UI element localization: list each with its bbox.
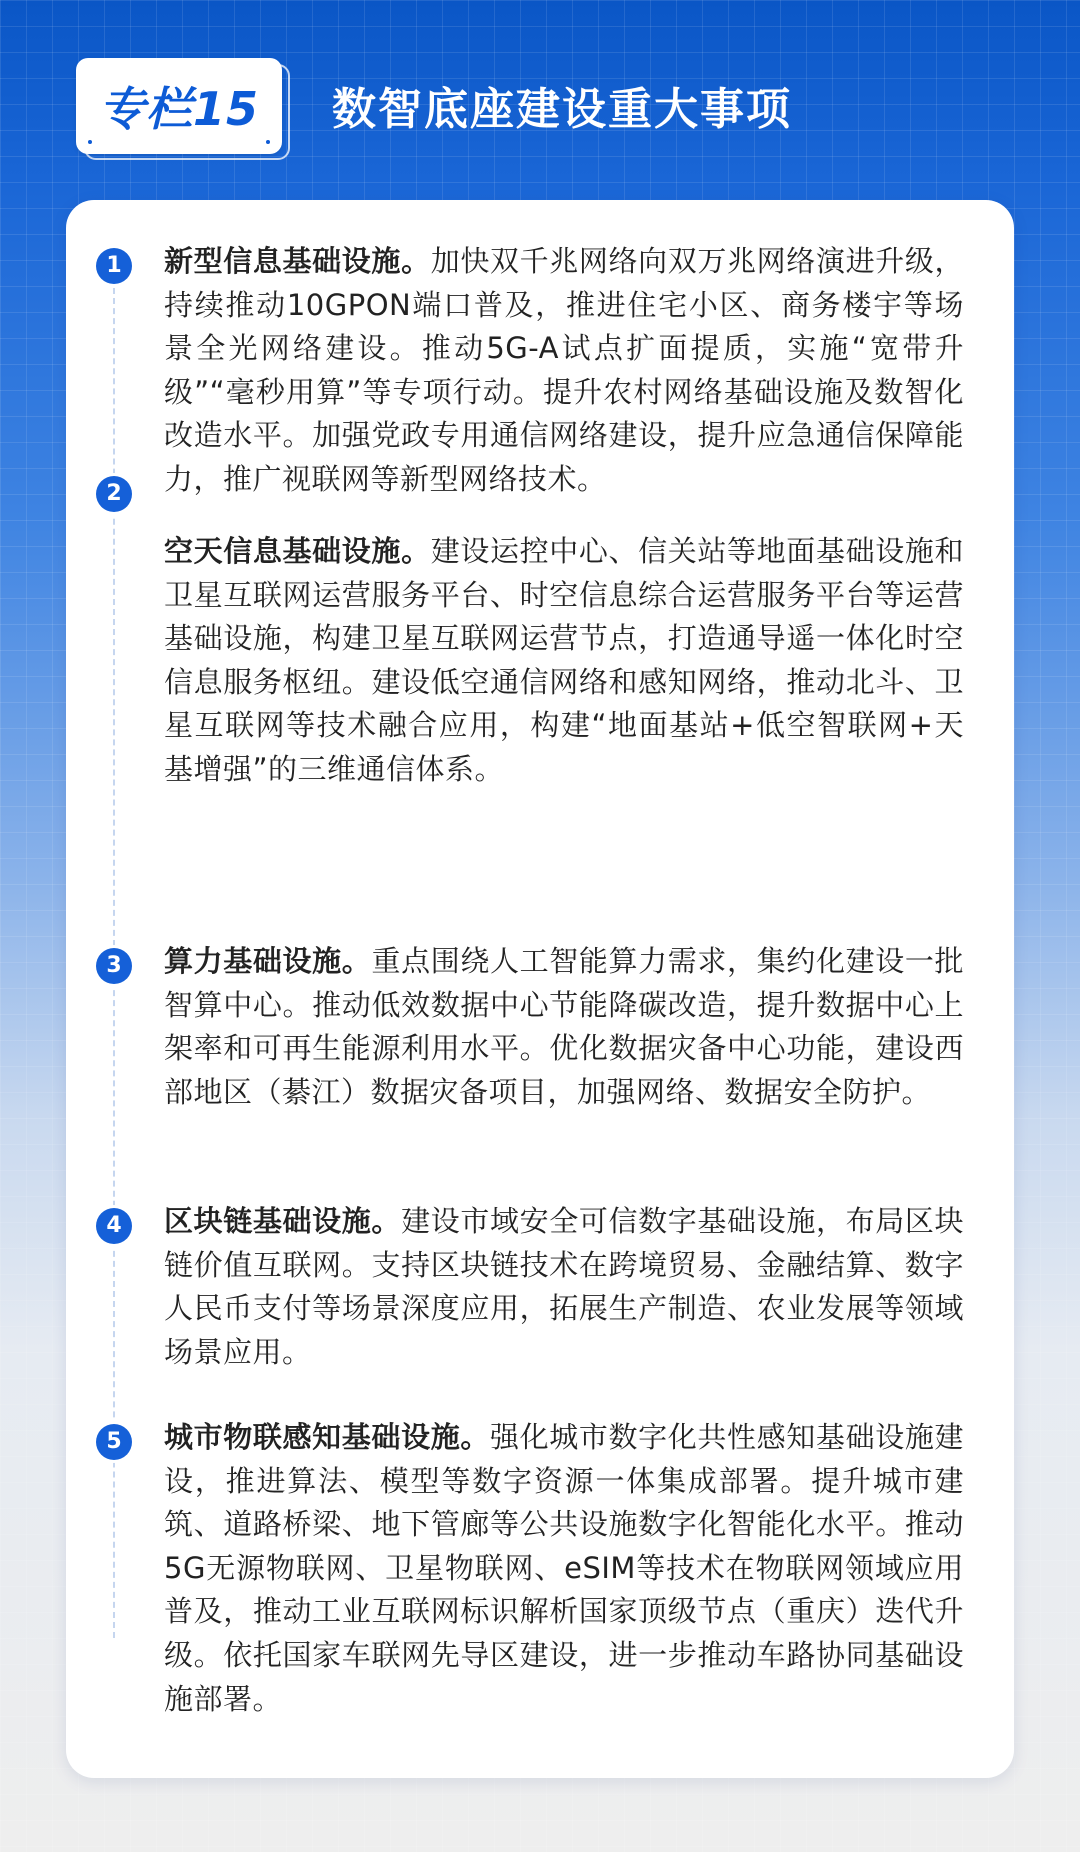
badge-dot-left bbox=[88, 140, 92, 144]
item-paragraph bbox=[164, 940, 964, 1114]
item-body: 强化城市数字化共性感知基础设施建设，推进算法、模型等数字资源一体集成部署。提升城市建筑、道路桥梁、地下管廊等公共设施数字化智能化水平。推动5G无源物联网、卫星物联网、eSIM等技术在物联网领域应用普及，推动工业互联网标识解析国家顶级节点（重庆）迭代升级。依托国家车联网先导区建设，进一步推动车路协同基础设施部署。 bbox=[164, 1420, 964, 1716]
item-body: 重点围绕人工智能算力需求，集约化建设一批智算中心。推动低效数据中心节能降碳改造，提升数据中心上架率和可再生能源利用水平。优化数据灾备中心功能，建设西部地区（綦江）数据灾备项目，加强网络、数据安全防护。 bbox=[164, 944, 964, 1109]
item-paragraph bbox=[164, 240, 964, 502]
header bbox=[0, 0, 1080, 200]
item-paragraph bbox=[164, 1416, 964, 1721]
item-body: 加快双千兆网络向双万兆网络演进升级，持续推动10GPON端口普及，推进住宅小区、商务楼宇等场景全光网络建设。推动5G-A试点扩面提质，实施“宽带升级”“毫秒用算”等专项行动。提升农村网络基础设施及数智化改造水平。加强党政专用通信网络建设，提升应急通信保障能力，推广视联网等新型网络技术。 bbox=[164, 244, 964, 496]
badge-dot-right bbox=[266, 140, 270, 144]
number-badge: 4 bbox=[96, 1208, 132, 1244]
item-heading: 新型信息基础设施。 bbox=[164, 244, 431, 278]
item-paragraph bbox=[164, 1200, 964, 1374]
number-badge: 1 bbox=[96, 248, 132, 284]
item-body: 建设市域安全可信数字基础设施，布局区块链价值互联网。支持区块链技术在跨境贸易、金融结算、数字人民币支付等场景深度应用，拓展生产制造、农业发展等领域场景应用。 bbox=[164, 1204, 964, 1369]
item-heading: 区块链基础设施。 bbox=[164, 1204, 402, 1238]
number-badge: 3 bbox=[96, 948, 132, 984]
item-heading: 算力基础设施。 bbox=[164, 944, 372, 978]
item-body: 建设运控中心、信关站等地面基础设施和卫星互联网运营服务平台、时空信息综合运营服务平台等运营基础设施，构建卫星互联网运营节点，打造通导遥一体化时空信息服务枢纽。建设低空通信网络和感知网络，推动北斗、卫星互联网等技术融合应用，构建“地面基站+低空智联网+天基增强”的三维通信体系。 bbox=[164, 534, 964, 786]
page-title: 数智底座建设重大事项 bbox=[332, 84, 792, 135]
item-paragraph bbox=[164, 530, 964, 792]
column-badge bbox=[76, 58, 282, 154]
item-heading: 城市物联感知基础设施。 bbox=[164, 1420, 490, 1454]
content-card bbox=[66, 200, 1014, 1778]
number-badge: 5 bbox=[96, 1424, 132, 1460]
badge-label: 专栏15 bbox=[98, 82, 259, 136]
item-heading: 空天信息基础设施。 bbox=[164, 534, 431, 568]
number-badge: 2 bbox=[96, 476, 132, 512]
